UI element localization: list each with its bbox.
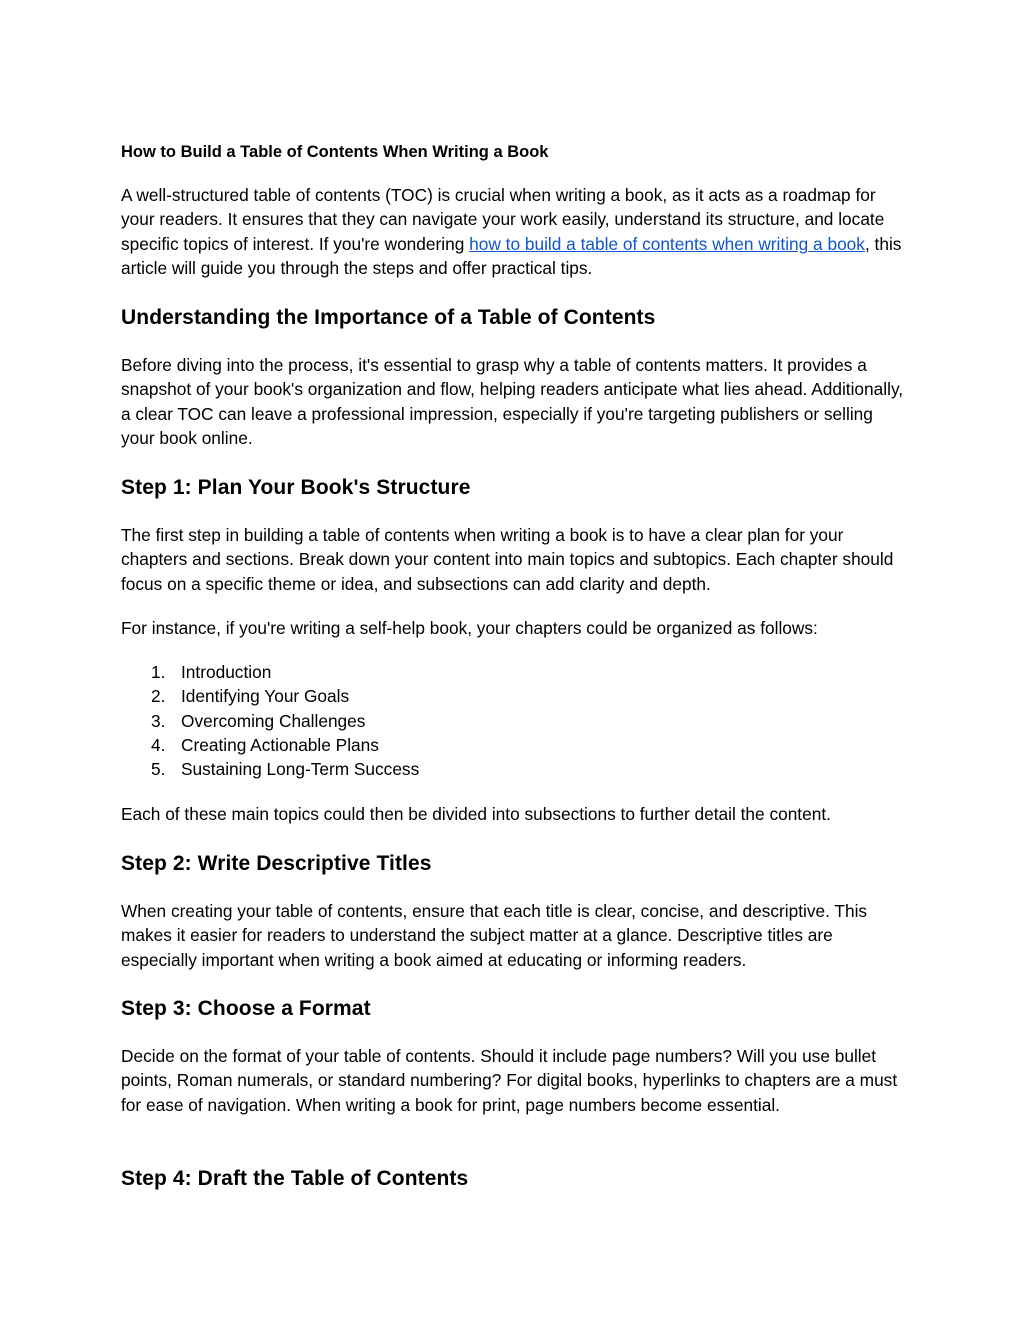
- document-title: How to Build a Table of Contents When Writing a Book: [121, 143, 549, 161]
- list-item-text: Overcoming Challenges: [181, 710, 366, 731]
- intro-text-after-link: , this article will guide you through the steps and offer practical tips.: [121, 233, 902, 278]
- list-item: [121, 733, 419, 757]
- section-paragraph-step-2: When creating your table of contents, ensure that each title is clear, concise, and descriptive. This makes it easier for readers to understand the subject matter at a glance. Descriptive titles are especially important when writing a book aimed at educating or informing readers.: [121, 901, 868, 970]
- list-item: [121, 709, 419, 733]
- list-item-text: Creating Actionable Plans: [181, 734, 379, 755]
- list-item-number: 1.: [151, 662, 166, 682]
- section-paragraph-importance: Before diving into the process, it's essential to grasp why a table of contents matters. It provides a snapshot of your book's organization and flow, helping readers anticipate what lies ahead. Additionally, a clear TOC can leave a professional impression, especially if you're targeting publishers or selling your book online.: [121, 355, 904, 448]
- section-heading-step-2: Step 2: Write Descriptive Titles: [121, 852, 432, 875]
- list-item-number: 3.: [151, 710, 166, 731]
- intro-paragraph: [121, 183, 906, 280]
- section-heading-step-4: Step 4: Draft the Table of Contents: [121, 1167, 469, 1190]
- intro-text-before-link: A well-structured table of contents (TOC) is crucial when writing a book, as it acts as a roadmap for your readers. It ensures that they can navigate your work easily, understand its structure, and locate specific topics of interest. If you're wondering: [121, 185, 885, 254]
- list-item: [121, 660, 419, 684]
- list-item-text: Sustaining Long-Term Success: [181, 759, 420, 780]
- chapter-list: [121, 660, 419, 781]
- list-item-text: Introduction: [181, 662, 272, 682]
- section-paragraph-step-1-example: For instance, if you're writing a self-help book, your chapters could be organized as follows:: [121, 618, 818, 638]
- toc-article-link[interactable]: how to build a table of contents when writing a book: [469, 233, 865, 254]
- section-heading-step-1: Step 1: Plan Your Book's Structure: [121, 476, 471, 499]
- section-paragraph-step-3: Decide on the format of your table of contents. Should it include page numbers? Will you use bullet points, Roman numerals, or standard numbering? For digital books, hyperlinks to chapters are a must for ease of navigation. When writing a book for print, page numbers become essential.: [121, 1046, 898, 1115]
- list-item: [121, 684, 419, 708]
- list-item-number: 4.: [151, 734, 166, 755]
- list-item-text: Identifying Your Goals: [181, 686, 350, 707]
- section-heading-importance: Understanding the Importance of a Table of Contents: [121, 306, 656, 329]
- section-paragraph-step-1-subsections: Each of these main topics could then be divided into subsections to further detail the content.: [121, 804, 831, 824]
- section-heading-step-3: Step 3: Choose a Format: [121, 997, 371, 1020]
- list-item: [121, 757, 419, 781]
- list-item-number: 2.: [151, 686, 166, 707]
- list-item-number: 5.: [151, 759, 166, 780]
- section-paragraph-step-1-plan: The first step in building a table of contents when writing a book is to have a clear plan for your chapters and sections. Break down your content into main topics and subtopics. Each chapter should focus on a specific theme or idea, and subsections can add clarity and depth.: [121, 525, 894, 594]
